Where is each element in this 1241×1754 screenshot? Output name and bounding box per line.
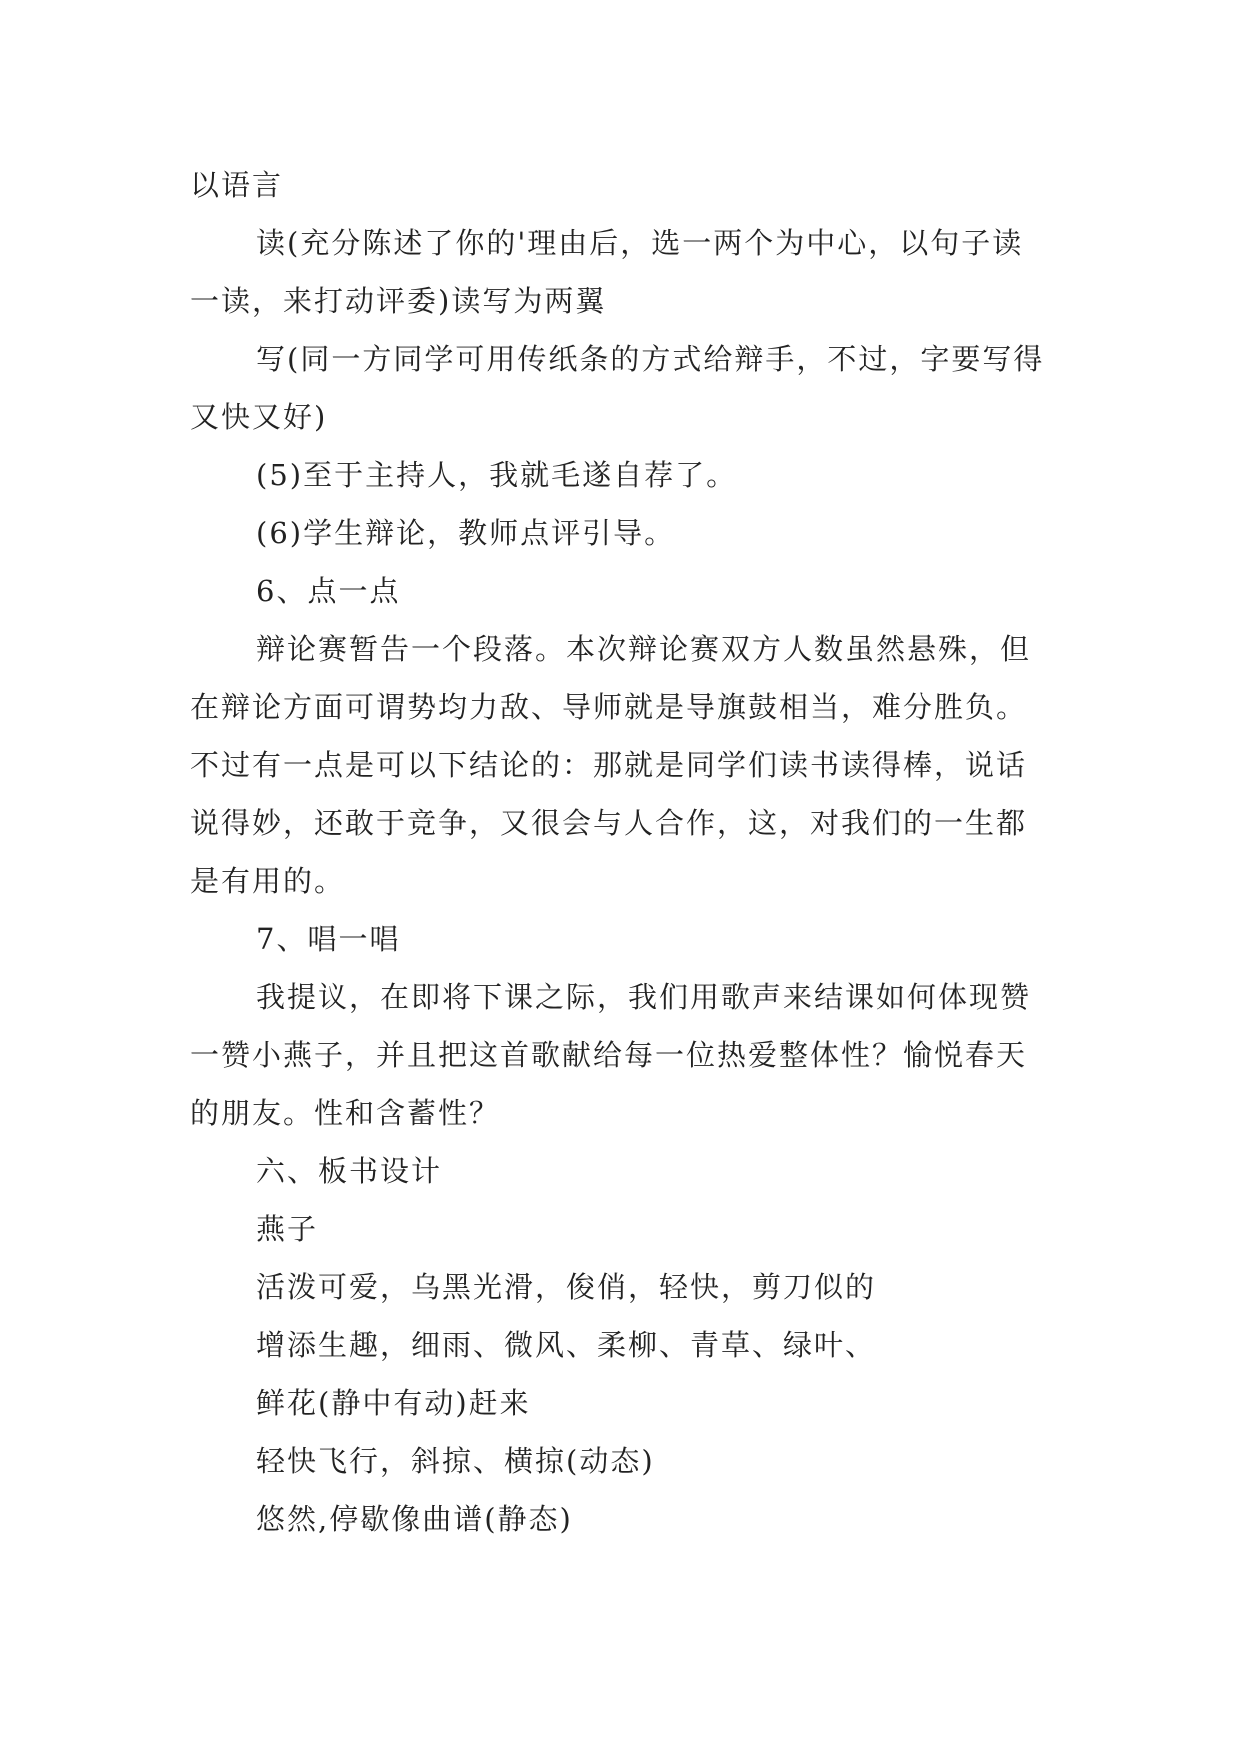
paragraph-host: (5)至于主持人，我就毛遂自荐了。 xyxy=(256,458,738,492)
paragraph-continuation: 以语言 xyxy=(190,168,284,202)
board-line: 轻快飞行，斜掠、横掠(动态) xyxy=(256,1444,655,1478)
paragraph-debate: (6)学生辩论，教师点评引导。 xyxy=(256,516,676,550)
board-line: 活泼可爱，乌黑光滑，俊俏，轻快，剪刀似的 xyxy=(256,1270,877,1304)
paragraph-summary: 辩论赛暂告一个段落。本次辩论赛双方人数虽然悬殊，但在辩论方面可谓势均力敌、导师就是导旗鼓相当，难分胜负。不过有一点是可以下结论的：那就是同学们读书读得棒，说话说得妙，还敢于竞争，又很会与人合作，这，对我们的一生都是有用的。 xyxy=(190,632,1032,898)
paragraph-song: 我提议，在即将下课之际，我们用歌声来结课如何体现赞一赞小燕子，并且把这首歌献给每一位热爱整体性？愉悦春天的朋友。性和含蓄性？ xyxy=(190,980,1032,1130)
board-line: 增添生趣，细雨、微风、柔柳、青草、绿叶、 xyxy=(256,1328,877,1362)
paragraph-write: 写(同一方同学可用传纸条的方式给辩手，不过，字要写得又快又好) xyxy=(190,342,1045,434)
board-line: 悠然,停歇像曲谱(静态) xyxy=(256,1502,573,1536)
section-heading-6: 6、点一点 xyxy=(256,574,401,608)
document-body xyxy=(190,156,1050,1548)
paragraph-read: 读(充分陈述了你的'理由后，选一两个为中心，以句子读一读，来打动评委)读写为两翼 xyxy=(190,226,1024,318)
board-line-title: 燕子 xyxy=(256,1212,319,1246)
section-heading-7: 7、唱一唱 xyxy=(256,922,401,956)
board-line: 鲜花(静中有动)赶来 xyxy=(256,1386,531,1420)
section-heading-board: 六、板书设计 xyxy=(256,1154,443,1188)
